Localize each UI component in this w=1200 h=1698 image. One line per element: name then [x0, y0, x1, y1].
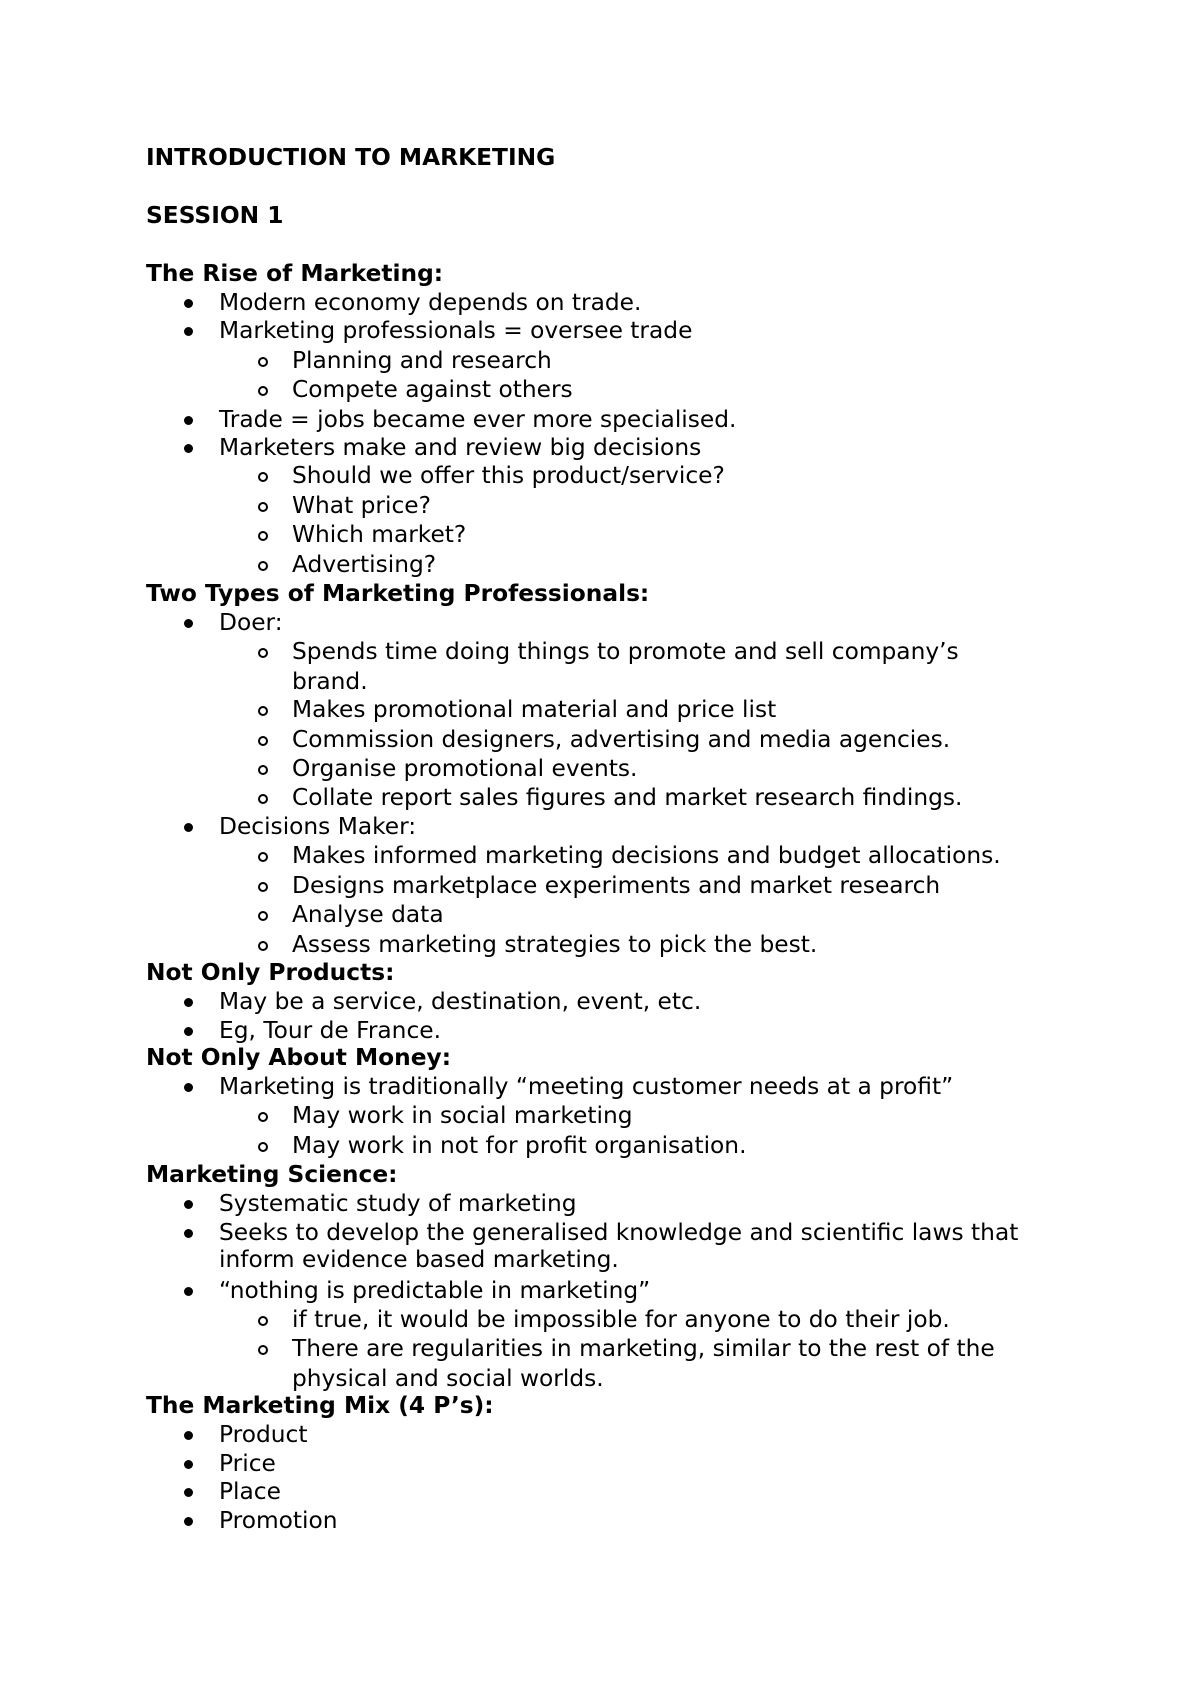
- bullet-circle-icon: [258, 1316, 268, 1326]
- sub-bullet-item: Planning and research: [292, 347, 552, 374]
- bullet-dot-icon: [184, 1431, 193, 1440]
- sub-bullet-item: Designs marketplace experiments and market research: [292, 872, 941, 899]
- bullet-circle-icon: [258, 911, 268, 921]
- bullet-dot-icon: [184, 823, 193, 832]
- bullet-item: Marketing is traditionally “meeting customer needs at a profit”: [219, 1073, 954, 1100]
- sub-bullet-item: Organise promotional events.: [292, 755, 638, 782]
- bullet-dot-icon: [184, 1200, 193, 1209]
- bullet-circle-icon: [258, 706, 268, 716]
- bullet-circle-icon: [258, 1345, 268, 1355]
- bullet-circle-icon: [258, 736, 268, 746]
- bullet-circle-icon: [258, 882, 268, 892]
- bullet-circle-icon: [258, 357, 268, 367]
- sub-bullet-item: May work in not for profit organisation.: [292, 1132, 747, 1159]
- bullet-circle-icon: [258, 472, 268, 482]
- bullet-circle-icon: [258, 531, 268, 541]
- section-heading: Two Types of Marketing Professionals:: [146, 580, 650, 607]
- sub-bullet-item: Compete against others: [292, 376, 573, 403]
- bullet-dot-icon: [184, 1229, 193, 1238]
- bullet-circle-icon: [258, 502, 268, 512]
- sub-bullet-item: Spends time doing things to promote and sell company’s: [292, 638, 959, 665]
- document-title: INTRODUCTION TO MARKETING: [146, 144, 556, 171]
- bullet-item: Product: [219, 1421, 308, 1448]
- bullet-item: Marketers make and review big decisions: [219, 434, 702, 461]
- bullet-circle-icon: [258, 852, 268, 862]
- bullet-dot-icon: [184, 1488, 193, 1497]
- bullet-item: Eg, Tour de France.: [219, 1017, 441, 1044]
- bullet-dot-icon: [184, 1287, 193, 1296]
- bullet-circle-icon: [258, 765, 268, 775]
- bullet-item: Trade = jobs became ever more specialised.: [219, 406, 737, 433]
- section-heading: Marketing Science:: [146, 1161, 398, 1188]
- bullet-dot-icon: [184, 1027, 193, 1036]
- sub-bullet-item: Advertising?: [292, 551, 437, 578]
- sub-bullet-item: Commission designers, advertising and media agencies.: [292, 726, 951, 753]
- sub-bullet-item: What price?: [292, 492, 431, 519]
- bullet-item: Price: [219, 1450, 276, 1477]
- bullet-item: Place: [219, 1478, 281, 1505]
- bullet-dot-icon: [184, 416, 193, 425]
- bullet-circle-icon: [258, 1112, 268, 1122]
- section-heading: Not Only About Money:: [146, 1044, 452, 1071]
- sub-bullet-item-continuation: brand.: [292, 668, 368, 695]
- sub-bullet-item: Should we offer this product/service?: [292, 462, 725, 489]
- sub-bullet-item: Which market?: [292, 521, 467, 548]
- bullet-item: Marketing professionals = oversee trade: [219, 317, 693, 344]
- bullet-circle-icon: [258, 648, 268, 658]
- sub-bullet-item-continuation: physical and social worlds.: [292, 1365, 604, 1392]
- bullet-dot-icon: [184, 619, 193, 628]
- sub-bullet-item: Analyse data: [292, 901, 444, 928]
- sub-bullet-item: Assess marketing strategies to pick the best.: [292, 931, 818, 958]
- sub-bullet-item: Makes informed marketing decisions and budget allocations.: [292, 842, 1001, 869]
- bullet-dot-icon: [184, 1460, 193, 1469]
- section-heading: Not Only Products:: [146, 959, 395, 986]
- sub-bullet-item: Collate report sales figures and market research findings.: [292, 784, 963, 811]
- bullet-item: Doer:: [219, 609, 283, 636]
- sub-bullet-item: if true, it would be impossible for anyone to do their job.: [292, 1306, 950, 1333]
- bullet-dot-icon: [184, 1083, 193, 1092]
- sub-bullet-item: There are regularities in marketing, similar to the rest of the: [292, 1335, 995, 1362]
- bullet-item-continuation: inform evidence based marketing.: [219, 1246, 619, 1273]
- bullet-dot-icon: [184, 444, 193, 453]
- bullet-item: Systematic study of marketing: [219, 1190, 577, 1217]
- section-heading: The Rise of Marketing:: [146, 260, 444, 287]
- sub-bullet-item: Makes promotional material and price list: [292, 696, 777, 723]
- bullet-item: “nothing is predictable in marketing”: [219, 1277, 651, 1304]
- bullet-circle-icon: [258, 941, 268, 951]
- sub-bullet-item: May work in social marketing: [292, 1102, 633, 1129]
- bullet-circle-icon: [258, 561, 268, 571]
- bullet-dot-icon: [184, 299, 193, 308]
- bullet-item: Decisions Maker:: [219, 813, 417, 840]
- section-heading: The Marketing Mix (4 P’s):: [146, 1392, 494, 1419]
- bullet-dot-icon: [184, 327, 193, 336]
- session-label: SESSION 1: [146, 202, 284, 229]
- bullet-item: Promotion: [219, 1507, 338, 1534]
- bullet-dot-icon: [184, 998, 193, 1007]
- bullet-item: May be a service, destination, event, etc.: [219, 988, 702, 1015]
- bullet-circle-icon: [258, 386, 268, 396]
- bullet-circle-icon: [258, 794, 268, 804]
- bullet-item: Modern economy depends on trade.: [219, 289, 642, 316]
- bullet-dot-icon: [184, 1517, 193, 1526]
- bullet-circle-icon: [258, 1142, 268, 1152]
- bullet-item: Seeks to develop the generalised knowledge and scientific laws that: [219, 1219, 1019, 1246]
